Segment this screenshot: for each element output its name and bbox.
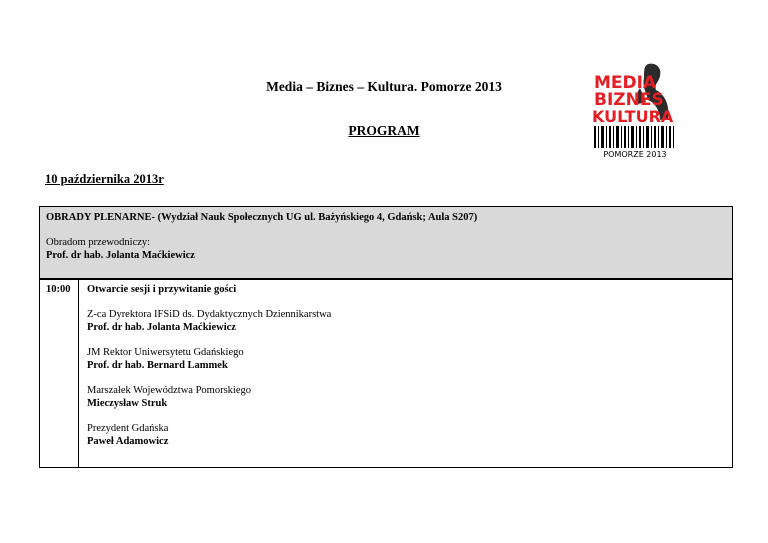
logo-subtitle: POMORZE 2013: [603, 150, 667, 159]
speaker-role: JM Rektor Uniwersytetu Gdańskiego: [87, 347, 244, 358]
plenary-header-row: [40, 207, 732, 280]
speaker-entry: [87, 385, 732, 409]
session-row: [40, 280, 732, 467]
speaker-role: Z-ca Dyrektora IFSiD ds. Dydaktycznych Dziennikarstwa: [87, 309, 332, 320]
program-table: [39, 206, 733, 468]
plenary-title: OBRADY PLENARNE- (Wydział Nauk Społecznych UG ul. Bażyńskiego 4, Gdańsk; Aula S207): [46, 212, 478, 223]
chair-label: Obradom przewodniczy:: [46, 237, 151, 248]
speaker-name: Prof. dr hab. Jolanta Maćkiewicz: [87, 322, 236, 333]
event-logo: [590, 60, 680, 160]
barcode-icon: [594, 126, 674, 148]
speaker-name: Mieczysław Struk: [87, 398, 168, 409]
logo-graphic: [590, 60, 680, 160]
program-heading: PROGRAM: [348, 123, 420, 138]
chair-name: Prof. dr hab. Jolanta Maćkiewicz: [46, 250, 195, 261]
speaker-role: Prezydent Gdańska: [87, 423, 169, 434]
speaker-role: Marszałek Województwa Pomorskiego: [87, 385, 252, 396]
document-title: Media – Biznes – Kultura. Pomorze 2013: [266, 79, 502, 94]
speaker-entry: [87, 423, 732, 447]
speaker-name: Paweł Adamowicz: [87, 436, 169, 447]
session-content: [79, 280, 732, 467]
speaker-entry: [87, 309, 732, 333]
session-time: 10:00: [40, 280, 79, 467]
session-title: Otwarcie sesji i przywitanie gości: [87, 284, 237, 295]
event-date: 10 października 2013r: [45, 172, 164, 186]
logo-text-biznes: BIZNES: [594, 90, 664, 110]
speaker-entry: [87, 347, 732, 371]
logo-text-media: MEDIA: [594, 73, 657, 93]
logo-text-kultura: KULTURA: [592, 107, 674, 126]
speaker-name: Prof. dr hab. Bernard Lammek: [87, 360, 228, 371]
